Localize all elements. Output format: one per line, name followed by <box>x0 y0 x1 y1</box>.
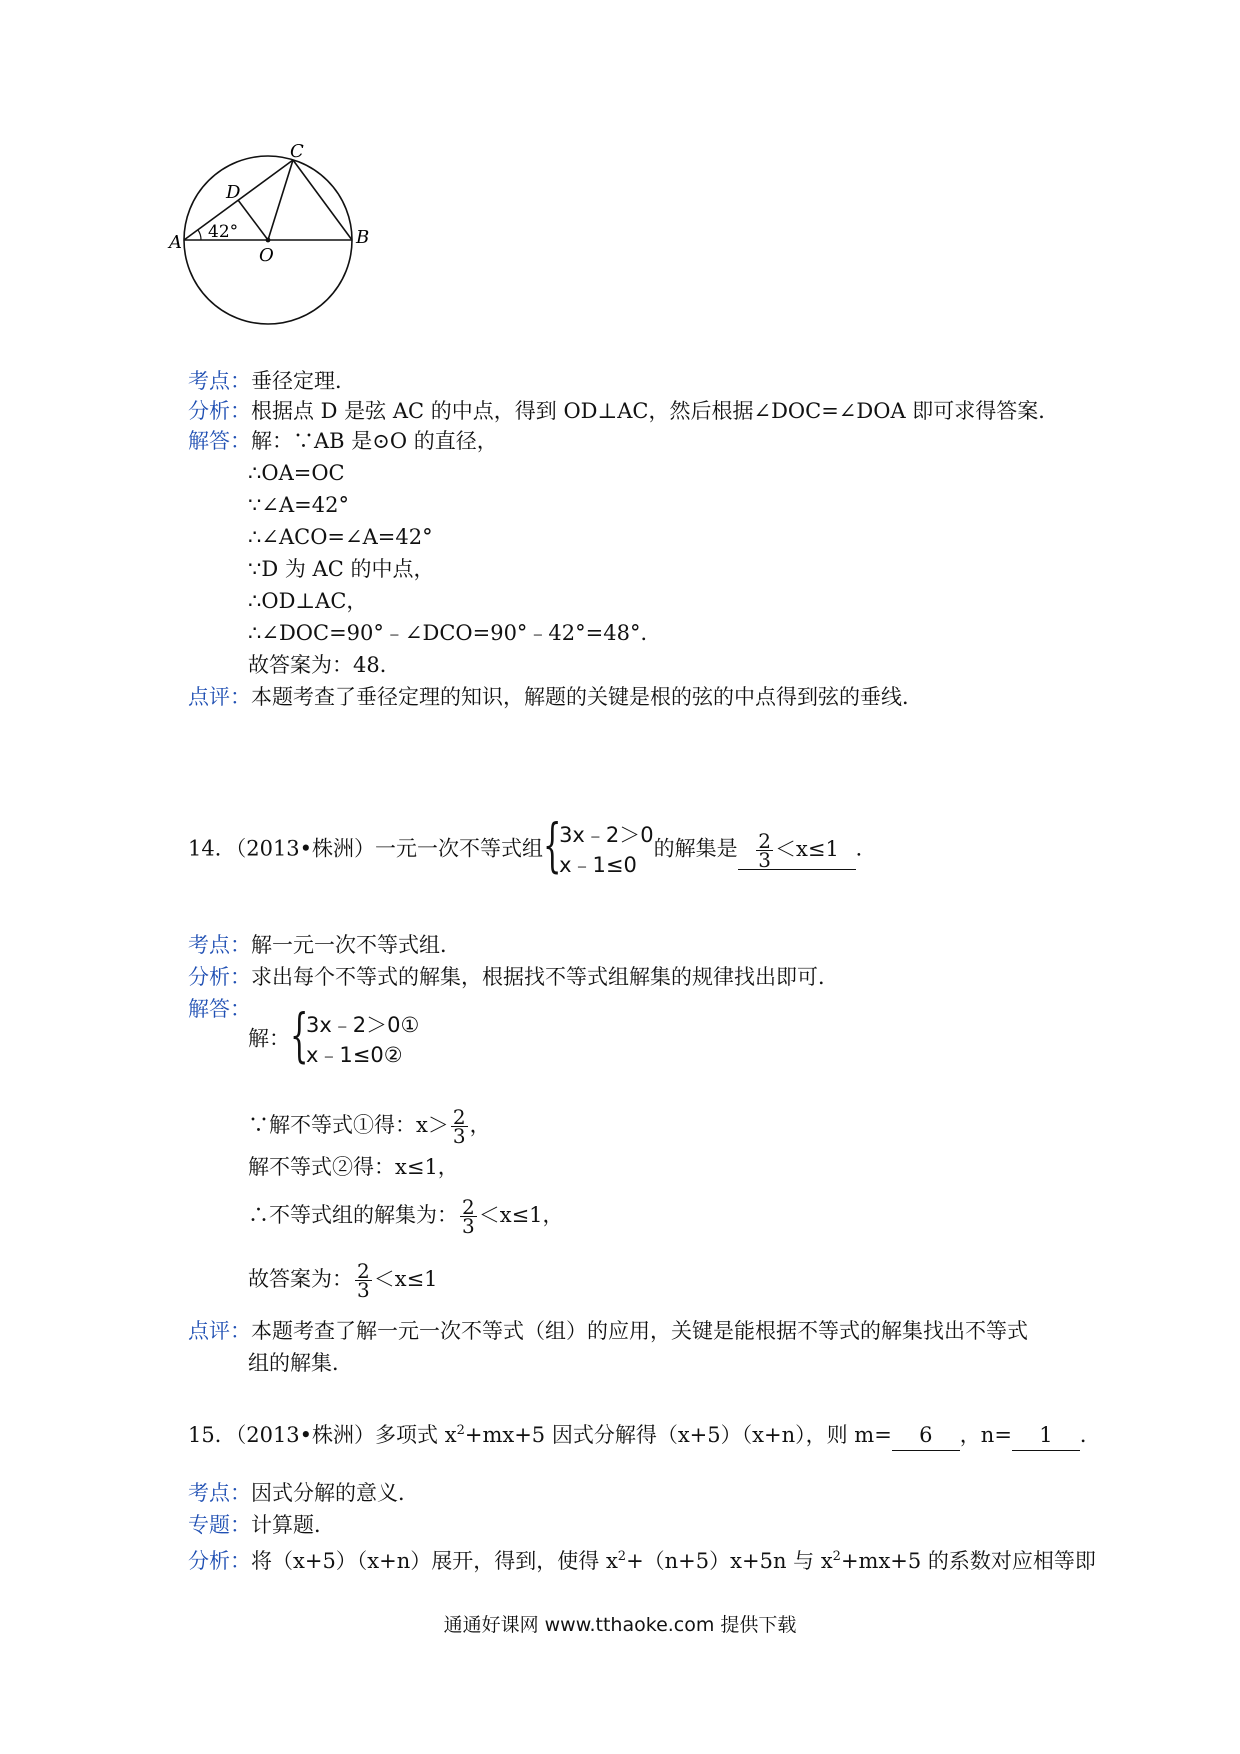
q15-prefix: 15．（2013•株洲）多项式 x <box>188 1423 457 1447</box>
q13-step: ∴∠ACO=∠A=42° <box>248 525 433 549</box>
q14-answer-blank <box>738 828 856 872</box>
system-row: x﹣1≤0② <box>306 1043 403 1067</box>
brace-icon: { <box>543 811 562 879</box>
dianping-line1: 本题考查了解一元一次不等式（组）的应用，关键是能根据不等式的解集找出不等式 <box>251 1319 1028 1343</box>
chord-bc <box>293 160 352 240</box>
jieda-first: 解：∵AB 是⊙O 的直径， <box>251 429 498 453</box>
step-text: 故答案为： <box>248 1267 353 1291</box>
circle-geometry-figure <box>160 140 400 360</box>
n-label: ，n= <box>959 1423 1012 1447</box>
fenxi-label: 分析： <box>188 1549 251 1573</box>
kaodian-label: 考点： <box>188 933 251 957</box>
center-dot <box>266 238 271 243</box>
step-end: ， <box>469 1113 491 1137</box>
angle-arc-a <box>198 230 201 240</box>
dianping-label: 点评： <box>188 685 251 709</box>
zhuanti-label: 专题： <box>188 1513 251 1537</box>
q13-fenxi <box>188 396 1059 426</box>
fenxi-part: +mx+5 的系数对应相等即 <box>840 1549 1096 1573</box>
step-text: ∵解不等式①得：x＞ <box>248 1113 449 1137</box>
fenxi-label: 分析： <box>188 399 251 423</box>
system-row: 3x﹣2＞0 <box>559 823 654 847</box>
q14-step1 <box>248 1105 491 1148</box>
jie-prefix: 解： <box>248 1026 290 1051</box>
q14-fenxi <box>188 962 839 992</box>
q14-step3 <box>248 1195 564 1238</box>
kaodian-text: 垂径定理． <box>251 369 356 393</box>
label-o: O <box>259 245 274 266</box>
kaodian-text: 解一元一次不等式组． <box>251 933 461 957</box>
q14-prefix: 14．（2013•株洲）一元一次不等式组 <box>188 836 544 861</box>
n-answer-blank: 1 <box>1012 1420 1080 1451</box>
superscript: 2 <box>832 1549 841 1564</box>
label-a: A <box>169 232 182 253</box>
q14-mid: 的解集是 <box>653 836 738 861</box>
zhuanti-text: 计算题． <box>251 1513 335 1537</box>
kaodian-label: 考点： <box>188 1481 251 1505</box>
q13-step: ∵D 为 AC 的中点， <box>248 557 435 581</box>
label-angle-42: 42° <box>208 222 239 242</box>
fenxi-part: +（n+5）x+5n 与 x <box>626 1549 833 1573</box>
q13-step: ∴OA=OC <box>248 461 345 485</box>
segment-od <box>238 200 268 240</box>
fenxi-label: 分析： <box>188 965 251 989</box>
q15-mid: +mx+5 因式分解得（x+5）（x+n），则 m= <box>464 1423 892 1447</box>
system-row: 3x﹣2＞0① <box>306 1013 420 1037</box>
q13-jieda <box>188 426 498 456</box>
q14-step2: 解不等式②得：x≤1， <box>248 1155 459 1179</box>
system-row: x﹣1≤0 <box>559 853 637 877</box>
q14-system <box>543 811 654 880</box>
q15-fenxi <box>188 1542 1096 1576</box>
fenxi-text: 求出每个不等式的解集，根据找不等式组解集的规律找出即可． <box>251 965 839 989</box>
q13-dianping <box>188 682 923 712</box>
kaodian-text: 因式分解的意义． <box>251 1481 419 1505</box>
fenxi-part: 将（x+5）（x+n）展开，得到，使得 x <box>251 1549 618 1573</box>
fraction: $\frac{2}{3}$ <box>452 1105 466 1148</box>
label-b: B <box>356 227 370 248</box>
q15-zhuanti <box>188 1510 335 1540</box>
segment-oc <box>268 160 293 240</box>
q15-question <box>188 1416 1101 1451</box>
q14-step4 <box>248 1259 438 1302</box>
jieda-label: 解答： <box>188 429 251 453</box>
step-end: ＜x≤1 <box>373 1267 438 1291</box>
q15-kaodian <box>188 1478 419 1508</box>
q14-jie-system <box>248 1001 420 1070</box>
fraction: $\frac{2}{3}$ <box>357 1259 370 1302</box>
q13-step: 故答案为：48． <box>248 653 401 677</box>
q14-jieda <box>188 994 251 1024</box>
brace-icon: { <box>290 1001 309 1069</box>
q13-kaodian <box>188 366 356 396</box>
jieda-label: 解答： <box>188 997 251 1021</box>
page-footer: 通通好课网 www.tthaoke.com 提供下载 <box>443 1614 797 1636</box>
q13-step: ∵∠A=42° <box>248 493 349 517</box>
answer-rest: ＜x≤1 <box>775 836 839 861</box>
q14-question <box>188 811 877 880</box>
dianping-text: 本题考查了垂径定理的知识，解题的关键是根的弦的中点得到弦的垂线． <box>251 685 923 709</box>
label-c: C <box>290 141 304 162</box>
jie-system <box>290 1001 420 1070</box>
superscript: 2 <box>617 1549 627 1564</box>
step-text: ∴不等式组的解集为： <box>248 1203 458 1227</box>
m-answer-blank: 6 <box>892 1420 960 1451</box>
step-end: ＜x≤1， <box>478 1203 564 1227</box>
dianping-label: 点评： <box>188 1319 251 1343</box>
q14-end: ． <box>855 836 877 861</box>
q13-step: ∴∠DOC=90°﹣∠DCO=90°﹣42°=48°． <box>248 621 662 645</box>
superscript: 2 <box>456 1423 465 1438</box>
kaodian-label: 考点： <box>188 369 251 393</box>
fraction: $\frac{2}{3}$ <box>758 828 772 872</box>
q14-dianping-line2: 组的解集． <box>248 1351 353 1375</box>
q15-end: ． <box>1079 1423 1101 1447</box>
fraction: $\frac{2}{3}$ <box>462 1195 475 1238</box>
q13-step: ∴OD⊥AC， <box>248 589 368 613</box>
fenxi-text: 根据点 D 是弦 AC 的中点，得到 OD⊥AC，然后根据∠DOC=∠DOA 即可求得答案． <box>251 399 1060 423</box>
q14-kaodian <box>188 930 461 960</box>
label-d: D <box>226 182 241 203</box>
q14-dianping <box>188 1316 1028 1346</box>
